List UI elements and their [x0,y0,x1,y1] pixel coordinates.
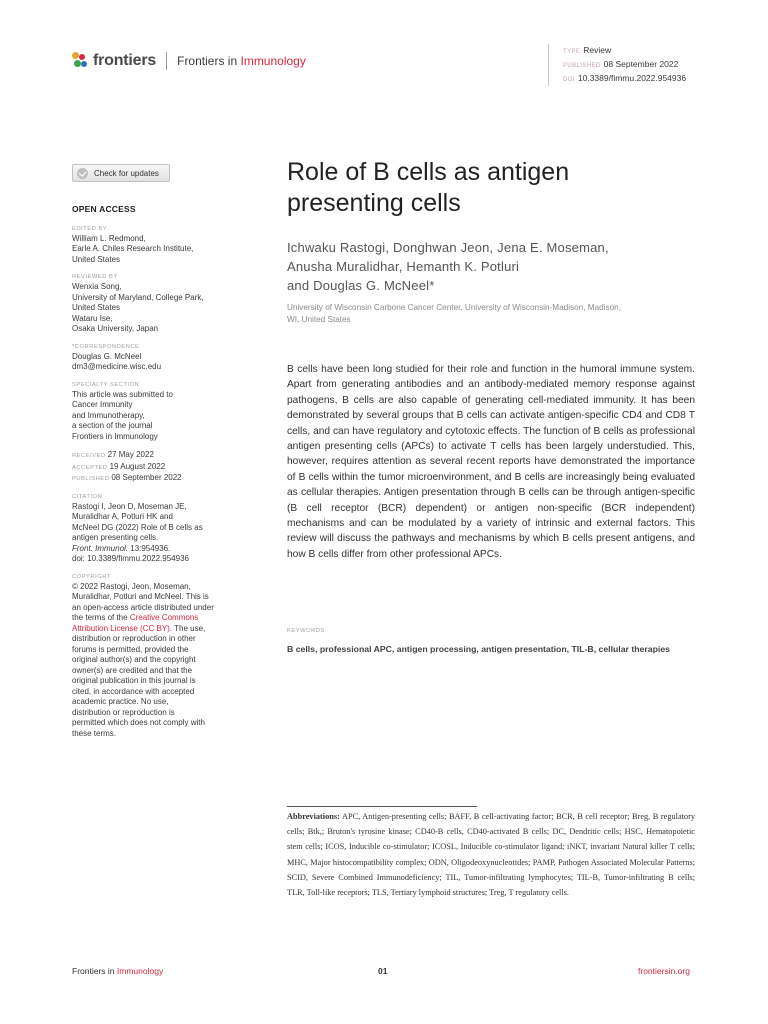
specialty-line: Frontiers in Immunology [72,431,158,441]
type-value: Review [583,45,612,55]
copyright-line: cited, in accordance with accepted [72,686,195,696]
reviewer-line: University of Maryland, College Park, [72,292,204,302]
type-label: TYPE [563,49,581,55]
footer-site-link[interactable]: frontiersin.org [638,966,690,976]
doi-value[interactable]: 10.3389/fimmu.2022.954936 [577,73,687,83]
sidebar-info [72,204,242,747]
authors-line: and Douglas G. McNeel* [287,278,435,293]
abbreviations-heading: Abbreviations: [287,812,340,821]
dates-section [72,450,242,485]
correspondence-section [72,343,242,373]
keywords-list: B cells, professional APC, antigen processing, antigen presentation, TIL-B, cellular therapies [287,644,670,654]
copyright-section [72,573,242,740]
copyright-line: Muralidhar, Potluri and McNeel. This is [72,592,209,601]
copyright-line: distribution or reproduction is [72,707,175,717]
citation-label: CITATION [72,493,103,500]
correspondence-label: *CORRESPONDENCE [72,343,140,350]
footer-journal-name: Immunology [116,966,164,976]
abbreviations-text: APC, Antigen-presenting cells; BAFF, B cell-activating factor; BCR, B cell receptor; Breg, B regulatory cells; Btk,; Bruton's tyrosine kinase; CD40-B cells, CD40-activated B cells; DC, Dendritic cells; HSC, Hematopoietic stem cells; ICOS, Inducible co-stimulator; ICOSL, Inducible co-stimulator ligand; iNKT, invariant Natural killer T cells; MHC, Major histocompatibility complex; ODN, Oligodeoxynucleotides; PAMP, Pathogen Associated Molecular Patterns; SCID, Severe Combined Immunodeficiency; TIL, Tumor-infiltrating lymphocytes; TIL-B, Tumor-infiltrating B cells; TLR, Toll-like receptors; TLS, Tertiary lymphoid structures; Treg, T regulatory cells. [287,812,695,898]
correspondent-name: Douglas G. McNeel [72,351,142,361]
citation-line: antigen presenting cells. [72,533,159,542]
copyright-line: original author(s) and the copyright [72,655,196,664]
frontiers-logo[interactable] [72,50,306,72]
published-value: 08 September 2022 [603,59,679,69]
citation-line: Rastogi I, Jeon D, Moseman JE, [72,501,187,511]
citation-line: McNeel DG (2022) Role of B cells as [72,522,203,532]
brand-name: frontiers [93,52,157,69]
reviewed-by-label: REVIEWED BY [72,274,118,280]
specialty-line: This article was submitted to [72,389,173,399]
article-title [287,157,707,219]
copyright-line: the terms of the [72,613,130,622]
reviewer-line: Wenxia Song, [72,282,122,291]
specialty-line: a section of the journal [72,421,153,430]
article-meta [548,44,686,86]
copyright-label: COPYRIGHT [72,573,111,580]
authors-line: Anusha Muralidhar, Hemanth K. Potluri [287,259,520,274]
citation-volume: 13:954936. [128,543,171,553]
received-date: 27 May 2022 [107,450,154,459]
check-updates-label: Check for updates [94,168,159,178]
editor-line: United States [72,254,121,264]
reviewed-by-section [72,273,242,335]
specialty-section [72,381,242,443]
author-list [287,238,707,295]
copyright-line: original publication in this journal is [72,676,196,685]
authors-line: Ichwaku Rastogi, Donghwan Jeon, Jena E. Moseman, [287,240,609,255]
published-label: PUBLISHED [72,476,110,482]
published-label: PUBLISHED [563,63,601,69]
published-date: 08 September 2022 [111,473,182,482]
copyright-line: forums is permitted, provided the [72,644,189,654]
affiliation-line: WI, United States [287,314,351,324]
citation-journal: Front. Immunol. [72,543,129,553]
copyright-line: owner(s) are credited and that the [72,665,193,675]
reviewer-line: United States [72,303,121,312]
accepted-date: 19 August 2022 [109,461,166,471]
copyright-line: © 2022 Rastogi, Jeon, Moseman, [72,581,191,591]
specialty-line: Cancer Immunity [72,400,133,409]
copyright-line: distribution or reproduction in other [72,634,196,643]
edited-by-section [72,225,242,266]
page-number: 01 [378,966,388,976]
footnote-divider [287,806,477,807]
open-access-label: OPEN ACCESS [72,204,136,214]
doi-label: DOI [563,77,575,83]
copyright-line: academic practice. No use, [72,697,169,706]
journal-title: Immunology [240,54,306,68]
check-icon [77,168,88,179]
abbreviations-footnote [287,809,695,900]
reviewer-line: Osaka University, Japan [72,324,159,333]
received-label: RECEIVED [72,453,106,459]
copyright-line: . The use, [169,623,206,633]
frontiers-logo-icon [72,52,90,70]
citation-line: Muralidhar A, Potluri HK and [72,512,173,521]
footer-journal[interactable] [72,966,163,976]
affiliation [287,302,687,325]
correspondent-email[interactable]: dm3@medicine.wisc.edu [72,362,162,371]
editor-line: William L. Redmond, [72,233,146,243]
cc-license-link[interactable]: Attribution License (CC BY) [72,623,170,633]
editor-line: Earle A. Chiles Research Institute, [72,244,194,253]
copyright-line: an open-access article distributed under [72,602,214,612]
cc-license-link[interactable]: Creative Commons [129,613,199,622]
title-line: Role of B cells as antigen [287,158,570,186]
check-for-updates-button[interactable] [72,164,170,182]
keywords-label: KEYWORDS [287,628,325,634]
citation-section [72,493,242,565]
footer-journal-prefix: Frontiers in [72,966,115,976]
copyright-line: these terms. [72,728,117,738]
citation-doi[interactable]: doi: 10.3389/fimmu.2022.954936 [72,554,189,563]
accepted-label: ACCEPTED [72,464,108,471]
title-line: presenting cells [287,189,461,217]
edited-by-label: EDITED BY [72,225,108,232]
copyright-line: permitted which does not comply with [72,718,205,727]
journal-name [177,54,306,68]
affiliation-line: University of Wisconsin Carbone Cancer Center, University of Wisconsin-Madison, Madison, [287,303,621,312]
specialty-line: and Immunotherapy, [72,410,145,420]
journal-prefix: Frontiers in [177,54,238,68]
specialty-label: SPECIALTY SECTION [72,381,140,388]
logo-divider [166,52,167,70]
abstract-text: B cells have been long studied for their role and function in the humoral immune system. Apart from generating antibodies and an antibody-mediated memory response against pathogens, B cells are also capable of generating cell-mediated immunity. It has been demonstrated by several groups that B cells can activate antigen-specific CD4 and CD8 T cells, and can have regulatory and cytotoxic effects. The function of B cells as professional antigen presenting cells (APCs) to activate T cells has been largely understudied. This, however, requires attention as several recent reports have demonstrated the importance of B cells within the tumor microenvironment, and B cells are increasingly being evaluated as cellular therapies. Antigen presentation through B cells can be through antigen-specific (B cell receptor (BCR) dependent) or antigen non-specific (BCR independent) mechanisms and can be modulated by a variety of intrinsic and external factors. This review will discuss the pathways and mechanisms by which B cells present antigens, and how B cells differ from other professional APCs. [287,364,695,560]
reviewer-line: Wataru Ise, [72,313,113,323]
